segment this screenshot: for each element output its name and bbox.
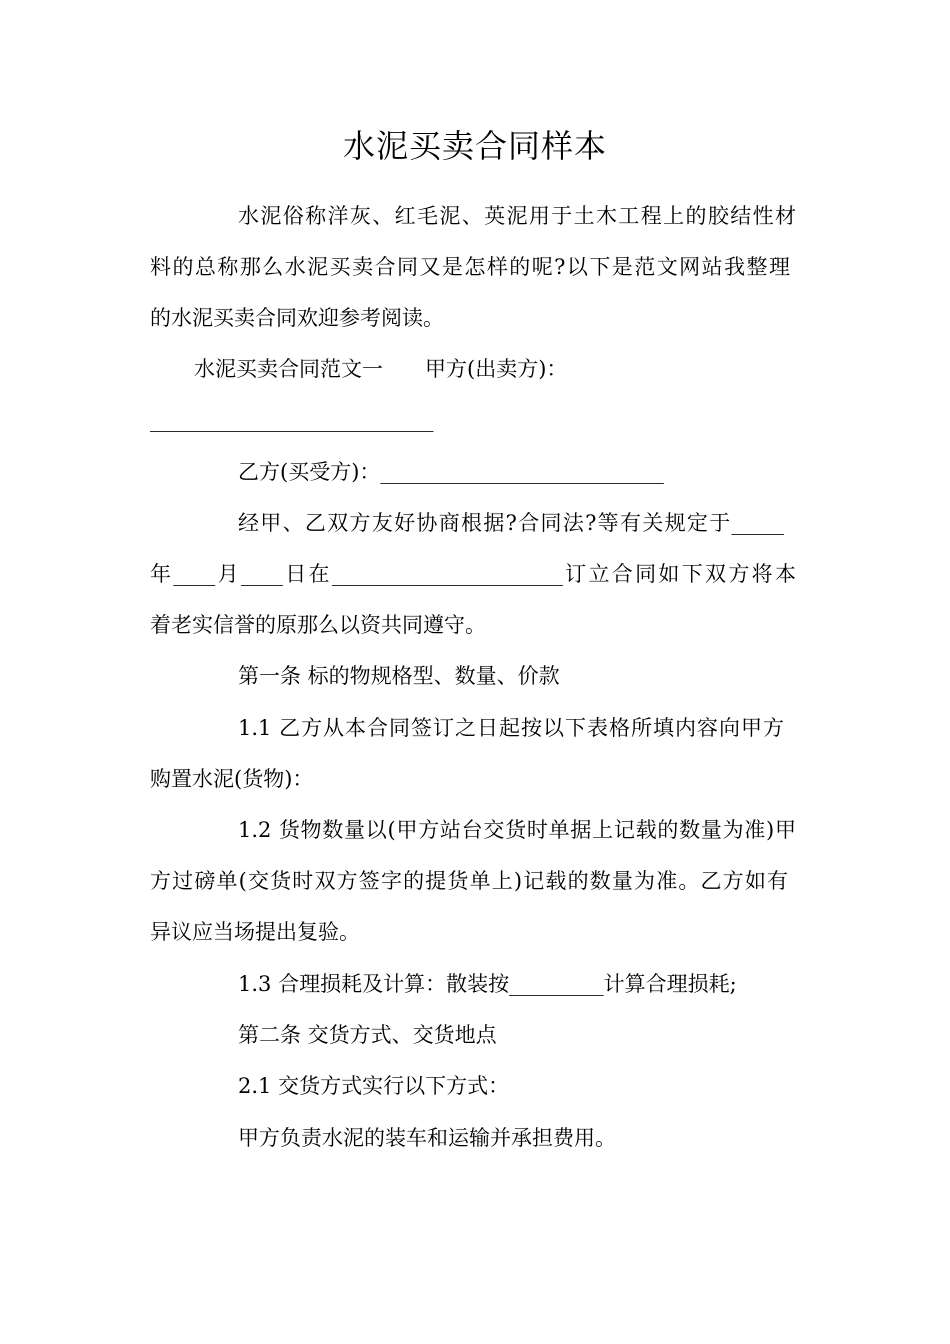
paragraph-line: 异议应当场提出复验。 — [150, 920, 360, 944]
paragraph-line: 年____月____日在______________________订立合同如下双方将本 — [150, 562, 796, 586]
blank-line: ___________________________ — [150, 408, 434, 432]
section-heading: 第二条 交货方式、交货地点 — [238, 1023, 497, 1047]
section-heading: 第一条 标的物规格型、数量、价款 — [238, 664, 560, 688]
paragraph-line: 2.1 交货方式实行以下方式： — [238, 1074, 510, 1098]
paragraph-line: 1.1 乙方从本合同签订之日起按以下表格所填内容向甲方 — [238, 716, 784, 740]
paragraph-line: 着老实信誉的原那么以资共同遵守。 — [150, 613, 486, 637]
paragraph-line: 1.3 合理损耗及计算：散装按_________计算合理损耗; — [238, 972, 737, 996]
document-title: 水泥买卖合同样本 — [342, 127, 607, 165]
paragraph-line: 乙方(买受方)：___________________________ — [238, 460, 664, 484]
paragraph-line: 经甲、乙双方友好协商根据?合同法?等有关规定于_____ — [238, 511, 784, 535]
paragraph-line: 水泥俗称洋灰、红毛泥、英泥用于土木工程上的胶结性材 — [238, 204, 796, 228]
paragraph-line: 甲方负责水泥的装车和运输并承担费用。 — [238, 1126, 616, 1150]
paragraph-line: 购置水泥(货物)： — [150, 767, 314, 791]
paragraph-line: 方过磅单(交货时双方签字的提货单上)记载的数量为准。乙方如有 — [150, 869, 788, 893]
paragraph-line: 料的总称那么水泥买卖合同又是怎样的呢?以下是范文网站我整理 — [150, 255, 790, 279]
paragraph-line: 水泥买卖合同范文一 甲方(出卖方)： — [194, 357, 568, 381]
paragraph-line: 的水泥买卖合同欢迎参考阅读。 — [150, 306, 444, 330]
paragraph-line: 1.2 货物数量以(甲方站台交货时单据上记载的数量为准)甲 — [238, 818, 796, 842]
